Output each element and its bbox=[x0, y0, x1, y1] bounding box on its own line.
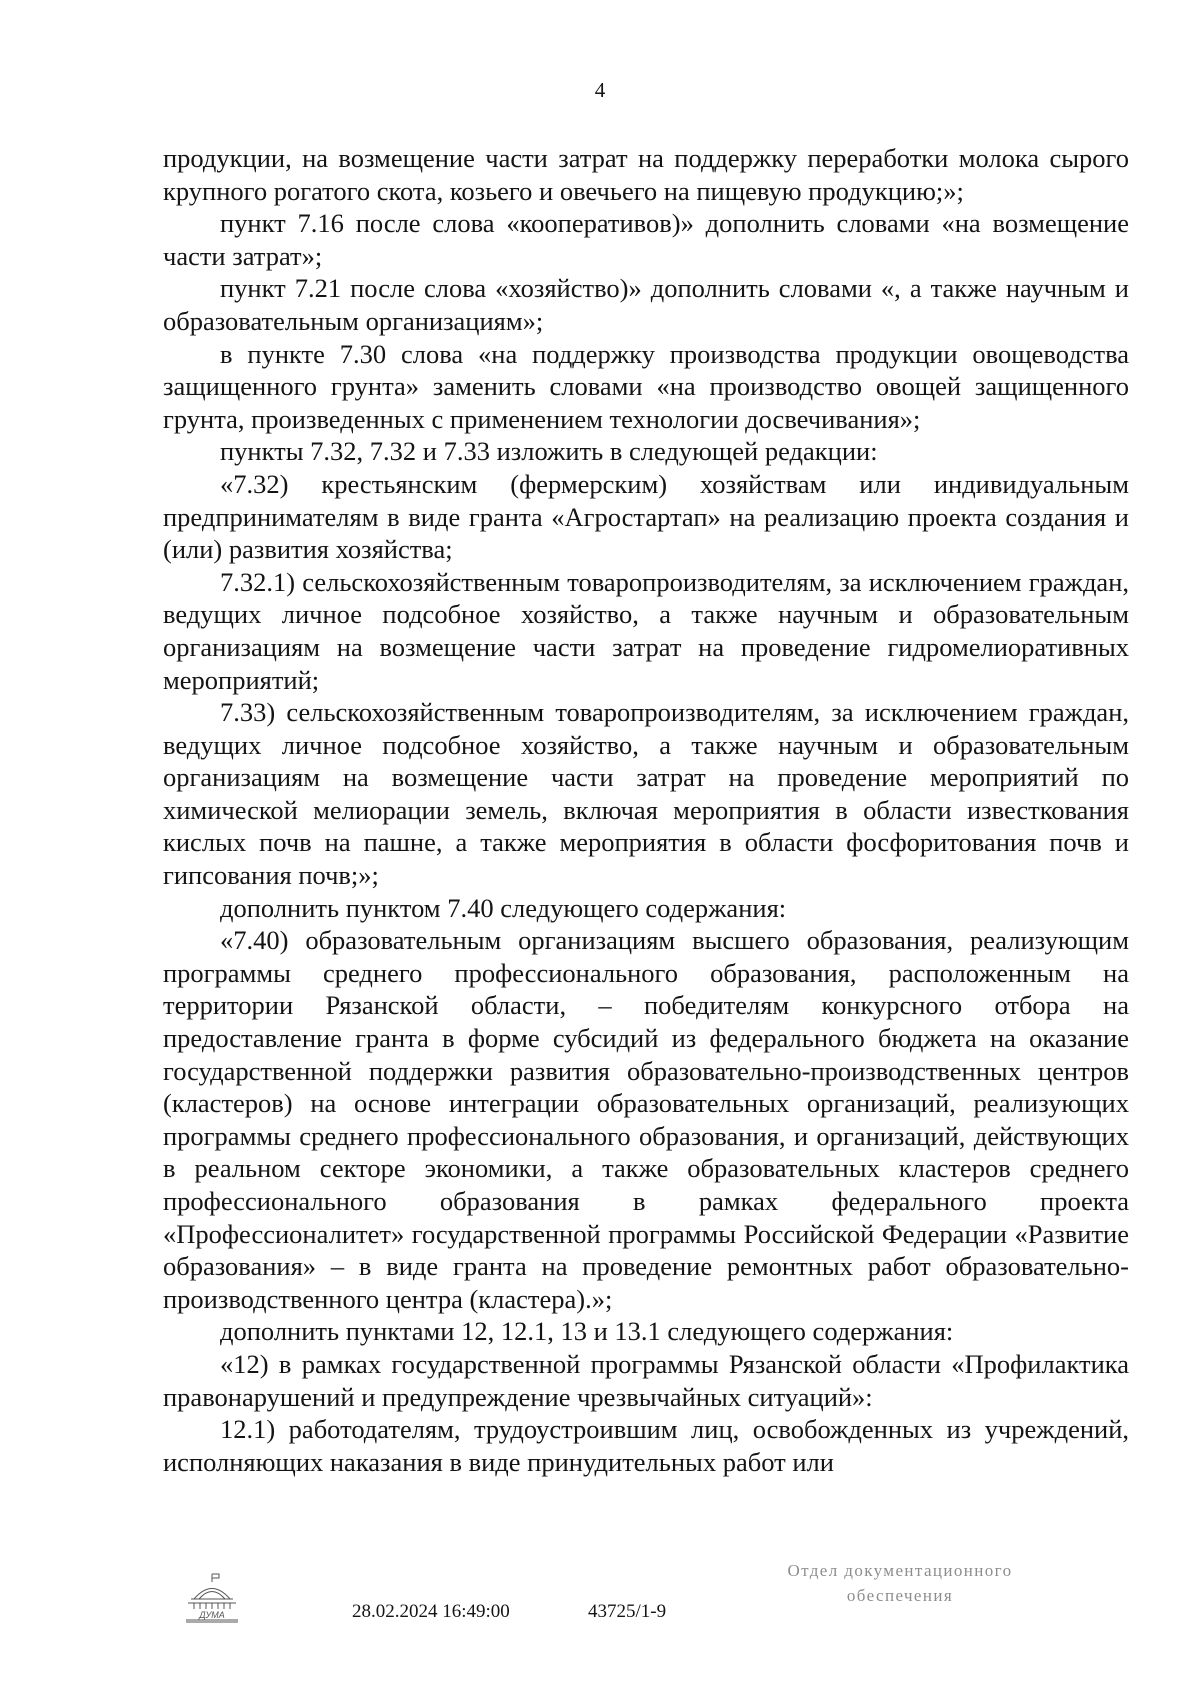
stamp-line-1: Отдел документационного bbox=[787, 1561, 1013, 1580]
paragraph: продукции, на возмещение части затрат на поддержку переработки молока сырого крупного рогатого скота, козьего и овечьего на пищевую продукцию;»; bbox=[163, 143, 1129, 206]
logo-text: ДУМА bbox=[199, 1610, 225, 1620]
page-number: 4 bbox=[594, 78, 606, 102]
stamp-line-2: обеспечения bbox=[846, 1586, 954, 1605]
paragraph: пункт 7.16 после слова «кооперативов)» дополнить словами «на возмещение части затрат»; bbox=[163, 208, 1129, 271]
paragraph: 12.1) работодателям, трудоустроившим лиц, освобожденных из учреждений, исполняющих наказания в виде принудительных работ или bbox=[163, 1414, 1129, 1477]
paragraph: «7.32) крестьянским (фермерским) хозяйствам или индивидуальным предпринимателям в виде гранта «Агростартап» на реализацию проекта создания и (или) развития хозяйства; bbox=[163, 468, 1129, 565]
paragraph: «7.40) образовательным организациям высшего образования, реализующим программы среднего профессионального образования, расположенным на территории Рязанской области, – победителям конкурсного отбора на предоставление гранта в форме субсидий из федерального бюджета на оказание государственной поддержки развития образовательно-производственных центров (кластеров) на основе интеграции образовательных организаций, реализующих программы среднего профессионального образования, и организаций, действующих в реальном секторе экономики, а также образовательных кластеров среднего профессионального образования в рамках федерального проекта «Профессионалитет» государственной программы Российской Федерации «Развитие образования» – в виде гранта на проведение ремонтных работ образовательно-производственного центра (кластера).»; bbox=[163, 925, 1129, 1314]
paragraph: в пункте 7.30 слова «на поддержку производства продукции овощеводства защищенного грунта» заменить словами «на производство овощей защищенного грунта, произведенных с применением технологии досвечивания»; bbox=[163, 338, 1129, 434]
department-stamp bbox=[750, 1558, 1050, 1608]
paragraph: 7.32.1) сельскохозяйственным товаропроизводителям, за исключением граждан, ведущих личное подсобное хозяйство, а также научным и образовательным организациям на возмещение части затрат на проведение гидромелиоративных мероприятий; bbox=[163, 566, 1129, 695]
paragraph: 7.33) сельскохозяйственным товаропроизводителям, за исключением граждан, ведущих личное подсобное хозяйство, а также научным и образовательным организациям на возмещение части затрат на проведение мероприятий по химической мелиорации земель, включая мероприятия в области известкования кислых почв на пашне, а также мероприятия в области фосфоритования почв и гипсования почв;»; bbox=[163, 697, 1129, 891]
paragraph: дополнить пунктом 7.40 следующего содержания: bbox=[220, 892, 787, 923]
paragraph: «12) в рамках государственной программы Рязанской области «Профилактика правонарушений и предупреждение чрезвычайных ситуаций»: bbox=[163, 1348, 1129, 1412]
footer-doc-number: 43725/1-9 bbox=[588, 1601, 667, 1622]
document-body bbox=[163, 142, 1129, 1478]
paragraph: пункт 7.21 после слова «хозяйство)» дополнить словами «, а также научным и образовательным организациям»; bbox=[163, 273, 1129, 336]
paragraph: пункты 7.32, 7.32 и 7.33 изложить в следующей редакции: bbox=[220, 436, 878, 467]
duma-logo-icon bbox=[183, 1572, 241, 1624]
footer-datetime: 28.02.2024 16:49:00 bbox=[352, 1601, 510, 1622]
paragraph: дополнить пунктами 12, 12.1, 13 и 13.1 следующего содержания: bbox=[220, 1316, 954, 1347]
